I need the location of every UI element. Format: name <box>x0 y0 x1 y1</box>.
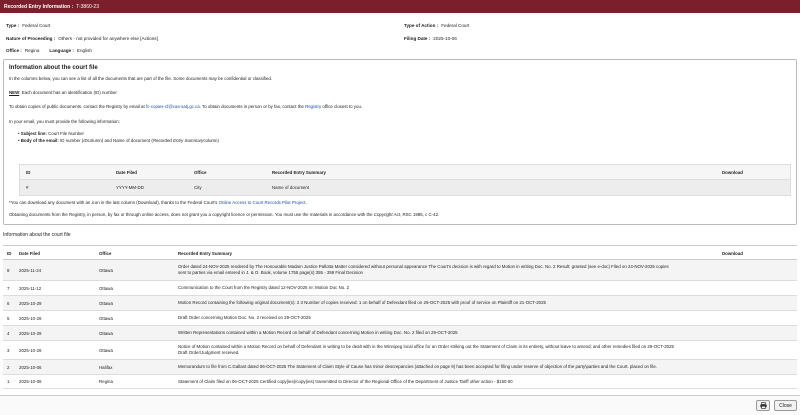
col-download: Download <box>722 251 743 256</box>
row-id: 1 <box>7 379 10 384</box>
row-office: Halifax <box>99 364 113 370</box>
meta-type-of-action: Type of Action : Federal Court <box>404 23 470 28</box>
row-id: 4 <box>7 330 10 336</box>
records-table <box>3 245 797 389</box>
table-row <box>3 375 797 389</box>
row-summary-line: Statement of Claim filed on 06-OCT-2025 Certified copy(ies)/copy(ies) transmitted to Director of the Regional Office of the Department of Justice Tariff other action - $150.00 <box>178 378 513 384</box>
row-summary-line-2: sent to parties via email entered in J. & O. Book, volume 1755 page(s) 355 - 359 Final Decision <box>178 270 363 275</box>
printer-icon <box>760 402 767 409</box>
row-office: Ottawa <box>99 300 113 306</box>
row-summary <box>178 341 718 359</box>
row-summary <box>178 375 718 388</box>
records-table-body <box>3 260 797 389</box>
table-row <box>3 260 797 281</box>
row-summary-line: Motion Record containing the following original document(s): 2 3 Number of copies received: 1 on behalf of Defendant filed on 29-OCT-2025 with proof of service on Plaintiff on 21-OCT-2025 <box>178 300 546 305</box>
row-id: 7 <box>7 285 10 291</box>
info-new-note: NEW: Each document has an identification (ID) number <box>9 90 117 95</box>
registry-link[interactable]: Registry <box>305 104 322 109</box>
row-id: 2 <box>7 364 10 370</box>
table-row <box>3 341 797 360</box>
col-summary: Recorded Entry Summary <box>178 251 232 256</box>
records-table-header <box>3 246 797 260</box>
file-metadata <box>0 13 800 59</box>
row-summary <box>178 296 718 310</box>
row-date-filed: 2025-11-24 <box>19 267 42 273</box>
online-access-link[interactable]: Online Access to Court Records Pilot Project <box>218 200 306 205</box>
row-summary-line: Written Representations contained within a Motion Record on behalf of Defendant concerning Motion in writing Doc. No. 2 filed on 29-OCT-2025 <box>178 330 458 335</box>
row-summary-line: Notice of Motion contained within a Motion Record on behalf of Defendant in writing to be dealt with in the Winnipeg local office for an Order striking out the Statement of Claim in its entirety, without leave to amend; and other remedies filed on 29-OCT-2025 <box>178 344 675 349</box>
print-button[interactable] <box>756 400 770 411</box>
row-summary-line: Draft Order concerning Motion Doc. No. 2 received on 29-OCT-2025 <box>178 315 311 320</box>
sample-table-row: # YYYY-MM-DD City Name of document <box>20 180 790 195</box>
row-id: 3 <box>7 347 10 353</box>
row-date-filed: 2025-10-29 <box>19 300 42 306</box>
row-summary <box>178 360 718 374</box>
meta-nature-of-proceeding: Nature of Proceeding : Others - not provided for anywhere else [Actions] <box>6 36 158 41</box>
col-office: Office <box>99 251 112 256</box>
table-row <box>3 311 797 326</box>
download-note: *You can download any document with an icon in the last column (Download), thanks to the Federal Court's Online Access to Court Records Pilot Project. <box>9 200 307 205</box>
row-summary <box>178 260 718 280</box>
info-email-intro: In your email, you must provide the following information: <box>9 119 120 124</box>
row-summary-line: Communication to the Court from the Registry dated 12-NOV-2025 re: Motion Doc No. 2 <box>178 285 350 290</box>
table-row <box>3 326 797 341</box>
row-date-filed: 2025-10-29 <box>19 347 42 353</box>
row-summary <box>178 281 718 295</box>
info-obtain-public: To obtain copies of public documents, contact the Registry by email at fc-copies-cf@cas-satj.gc.ca. To obtain documents in person or by fax, contact the Registry office closest to you. <box>9 104 363 109</box>
copyright-note: Obtaining documents from the Registry, in person, by fax or through online access, does not grant you a copyright licence or permission. You must use the materials in accordance with the Copyright Act, RSC 1985, c C-42. <box>9 212 440 217</box>
row-date-filed: 2025-11-12 <box>19 285 42 291</box>
row-id: 6 <box>7 300 10 306</box>
info-intro: In the columns below, you can see a list of all the documents that are part of the file. Some documents may be confidential or classified. <box>9 76 273 81</box>
row-date-filed: 2025-10-06 <box>19 364 42 370</box>
dialog-content[interactable] <box>0 13 800 395</box>
row-date-filed: 2025-10-06 <box>19 379 42 384</box>
row-office: Ottawa <box>99 285 113 291</box>
row-office: Ottawa <box>99 330 113 336</box>
meta-filing-date: Filing Date : 2025-10-06 <box>404 36 457 41</box>
dialog-title-label: Recorded Entry Information : <box>4 3 74 10</box>
table-row <box>3 360 797 375</box>
row-office: Regina <box>99 379 113 384</box>
row-summary-line-2: Draft Order\Judgment received. <box>178 350 240 355</box>
row-office: Ottawa <box>99 267 113 273</box>
row-summary <box>178 311 718 325</box>
col-date-filed: Date Filed <box>19 251 40 256</box>
meta-language-label: Language : <box>49 48 74 53</box>
sample-table <box>19 164 791 196</box>
copies-email-link[interactable]: fc-copies-cf@cas-satj.gc.ca <box>145 104 200 109</box>
info-panel <box>3 59 797 225</box>
sample-table-header: ID Date Filed Office Recorded Entry Summary Download <box>20 165 790 180</box>
meta-office: Office : Regina Language : English <box>6 48 92 53</box>
dialog-title-id: T-3860-23 <box>76 3 99 10</box>
dialog-title-bar <box>0 0 800 13</box>
row-summary-line: Order dated 24-NOV-2025 rendered by The Honourable Madam Justice Pallotta Matter considered without personal appearance The Court's decision is with regard to Motion in writing Doc. No. 2 Result: granted (see e-doc) Filed on 24-NOV-2025 copies <box>178 264 669 269</box>
row-office: Ottawa <box>99 315 113 321</box>
row-date-filed: 2025-10-29 <box>19 315 42 321</box>
meta-type: Type : Federal Court <box>6 23 51 28</box>
meta-language-value: English <box>76 48 92 53</box>
info-panel-title: Information about the court file <box>9 65 98 71</box>
row-date-filed: 2025-10-29 <box>19 330 42 336</box>
col-id: ID <box>7 251 12 256</box>
dialog-footer <box>0 395 800 415</box>
close-button[interactable]: Close <box>774 400 797 411</box>
row-summary-line: Memorandum to file from C.Gallant dated 06-OCT-2025 The Statement of Claim Style of Cause has minor descrepancies (attached on page 9) has been accepted for filing under reserve of objection of the party\parties and the Court. placed on file. <box>178 364 658 369</box>
row-id: 8 <box>7 267 10 273</box>
row-summary <box>178 326 718 340</box>
row-id: 5 <box>7 315 10 321</box>
info-bullet-subject: • Subject line: Court File Number <box>18 131 84 136</box>
info-bullet-body: • Body of the email: ID number (IDcolumn) and Name of document (Recorded Entry Summarycolumn) <box>18 138 219 143</box>
table-row <box>3 281 797 296</box>
row-office: Ottawa <box>99 347 113 353</box>
table-row <box>3 296 797 311</box>
records-section-title: Information about the court file <box>3 232 71 238</box>
